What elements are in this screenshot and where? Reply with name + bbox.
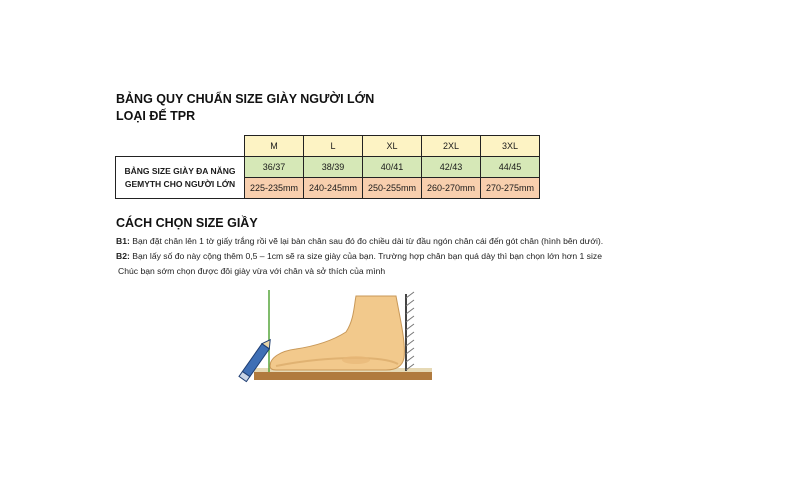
eu-size-cell: 42/43 <box>422 157 481 178</box>
row-label-line2: GEMYTH CHO NGƯỜI LỚN <box>124 178 236 189</box>
foot-length-cell: 225-235mm <box>245 178 304 199</box>
closing-note: Chúc bạn sớm chọn được đôi giày vừa với chân và sở thích của mình <box>118 266 386 276</box>
size-label-cell: 3XL <box>481 136 540 157</box>
size-label-cell: 2XL <box>422 136 481 157</box>
eu-size-cell: 44/45 <box>481 157 540 178</box>
foot-length-cell: 250-255mm <box>363 178 422 199</box>
foot-measuring-illustration <box>236 288 436 388</box>
size-label-cell: L <box>304 136 363 157</box>
floor-board <box>254 371 432 380</box>
step-1-text <box>116 236 603 246</box>
size-table <box>115 135 540 199</box>
table-row-label <box>116 157 245 199</box>
eu-size-cell: 36/37 <box>245 157 304 178</box>
guide-title: CÁCH CHỌN SIZE GIẦY <box>116 216 258 230</box>
foot-length-cell: 260-270mm <box>422 178 481 199</box>
page-subtitle: LOẠI ĐẾ TPR <box>116 109 196 123</box>
eu-size-cell: 38/39 <box>304 157 363 178</box>
foot-length-cell: 270-275mm <box>481 178 540 199</box>
page-title: BẢNG QUY CHUẨN SIZE GIÀY NGƯỜI LỚN <box>116 92 375 106</box>
step-2-prefix: B2: <box>116 251 130 261</box>
step-2-body: Bạn lấy số đo này cộng thêm 0,5 – 1cm sẽ ra size giày của bạn. Trường hợp chân bạn quá dày thì bạn chọn lớn hơn 1 size <box>129 251 602 261</box>
size-header-row <box>116 136 540 157</box>
step-1-body: Bạn đặt chân lên 1 tờ giấy trắng rồi vẽ lại bàn chân sau đó đo chiều dài từ đầu ngón chân cái đến gót chân (hình bên dưới). <box>129 236 604 246</box>
step-1-prefix: B1: <box>116 236 130 246</box>
size-label-cell: M <box>245 136 304 157</box>
row-label-line1: BẢNG SIZE GIÀY ĐA NĂNG <box>124 165 236 176</box>
wall-hatching <box>406 292 414 370</box>
foot-length-cell: 240-245mm <box>304 178 363 199</box>
eu-size-cell: 40/41 <box>363 157 422 178</box>
step-2-text <box>116 251 602 261</box>
eu-size-row <box>116 157 540 178</box>
size-label-cell: XL <box>363 136 422 157</box>
